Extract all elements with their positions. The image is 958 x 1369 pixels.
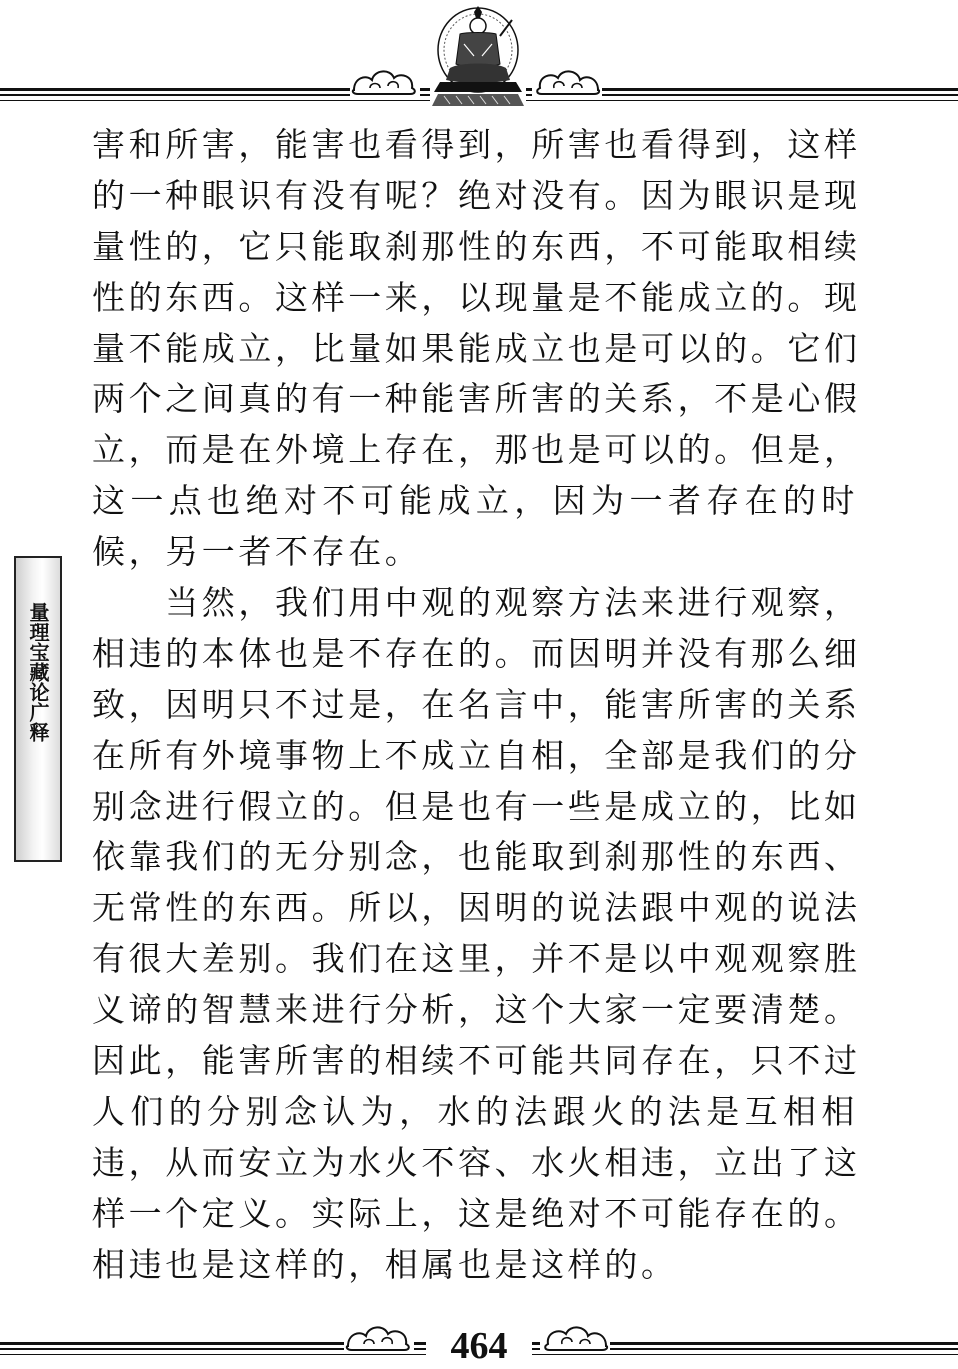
text-line: 无常性的东西。所以，因明的说法跟中观的说法 (92, 888, 861, 928)
text-line: 样一个定义。实际上，这是绝对不可能存在的。 (92, 1193, 861, 1233)
text-line: 人们的分别念认为，水的法跟火的法是互相相 (92, 1091, 858, 1131)
deity-figure-icon (430, 4, 526, 108)
page-header (0, 0, 958, 112)
text-line: 害和所害，能害也看得到，所害也看得到，这样 (92, 125, 861, 164)
text-line: 的一种眼识有没有呢？绝对没有。因为眼识是现 (92, 175, 861, 215)
text-line: 立，而是在外境上存在，那也是可以的。但是， (92, 430, 861, 470)
text-line: 义谛的智慧来进行分析，这个大家一定要清楚。 (92, 990, 861, 1030)
text-line: 有很大差别。我们在这里，并不是以中观观察胜 (92, 939, 861, 979)
text-line: 因此，能害所害的相续不可能共同存在，只不过 (92, 1041, 861, 1081)
text-line: 这一点也绝对不可能成立，因为一者存在的时 (92, 481, 858, 521)
text-line: 致，因明只不过是，在名言中，能害所害的关系 (92, 684, 861, 724)
cloud-ornament-icon (532, 66, 602, 96)
cloud-ornament-icon (540, 1322, 610, 1352)
side-tab (14, 556, 62, 862)
text-line: 量性的，它只能取刹那性的东西，不可能取相续 (92, 226, 861, 266)
page-footer (0, 1316, 958, 1369)
side-tab-title: 量理宝藏论广释 (26, 602, 50, 742)
cloud-ornament-icon (350, 66, 420, 96)
text-line: 相违的本体也是不存在的。而因明并没有那么细 (92, 633, 861, 673)
text-line: 依靠我们的无分别念，也能取到刹那性的东西、 (92, 837, 861, 877)
text-line: 当然，我们用中观的观察方法来进行观察， (92, 583, 861, 623)
text-line: 两个之间真的有一种能害所害的关系，不是心假 (92, 379, 861, 419)
cloud-ornament-icon (344, 1322, 414, 1352)
body-text (92, 120, 861, 1290)
text-line: 违，从而安立为水火不容、水火相违，立出了这 (92, 1142, 861, 1182)
text-line: 别念进行假立的。但是也有一些是成立的，比如 (92, 786, 861, 826)
text-line: 在所有外境事物上不成立自相，全部是我们的分 (92, 735, 861, 775)
text-line: 相违也是这样的，相属也是这样的。 (92, 1244, 678, 1284)
text-line: 量不能成立，比量如果能成立也是可以的。它们 (92, 328, 861, 368)
text-line: 性的东西。这样一来，以现量是不能成立的。现 (92, 277, 861, 317)
page-number: 464 (426, 1324, 532, 1368)
text-line: 候，另一者不存在。 (92, 532, 422, 572)
